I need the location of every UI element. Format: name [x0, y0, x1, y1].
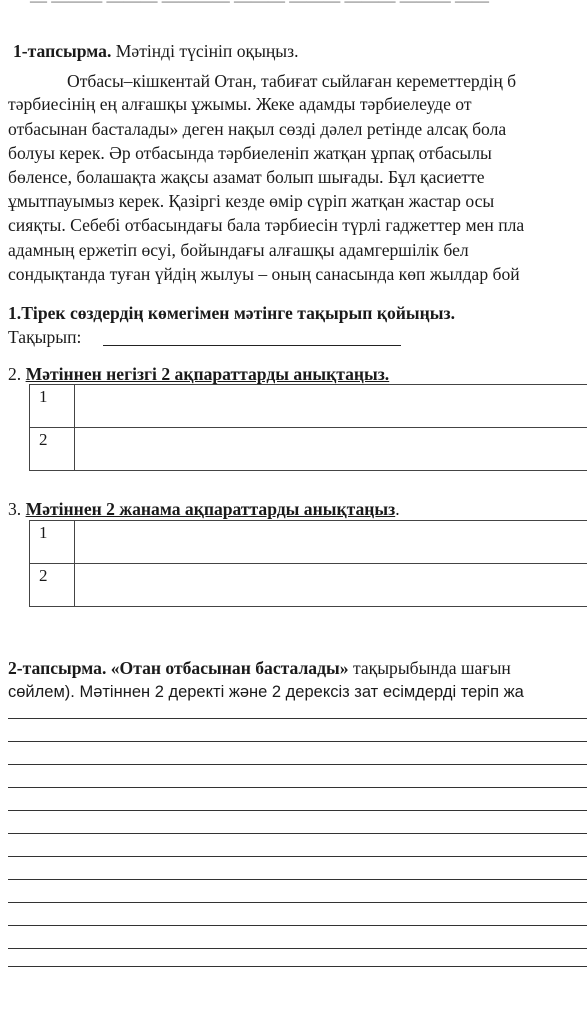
table-row: [30, 428, 587, 471]
topic-answer-line[interactable]: [103, 345, 401, 346]
task2-line2: сөйлем). Мәтіннен 2 деректі және 2 дерексіз зат есімдерді теріп жа: [8, 683, 524, 701]
table-row: [30, 385, 587, 428]
writing-line[interactable]: [8, 879, 587, 880]
question2-title: Мәтіннен негізгі 2 ақпараттарды анықтаңыз.: [25, 364, 390, 384]
writing-line[interactable]: [8, 810, 587, 811]
row-number: 2: [30, 564, 75, 607]
writing-line[interactable]: [8, 833, 587, 834]
task2-number: 2-тапсырма.: [8, 658, 107, 678]
task2-quote: «Отан отбасынан басталады»: [106, 658, 349, 678]
task1-instruction: Мәтінді түсініп оқыңыз.: [111, 41, 299, 61]
paragraph-line: бөленсе, болашақта жақсы азамат болып шығады. Бұл қасиетте: [8, 167, 485, 187]
writing-line[interactable]: [8, 856, 587, 857]
paragraph-line: сондықтанда туған үйдің жылуы – оның санасында көп жылдар бой: [8, 264, 520, 284]
writing-line[interactable]: [8, 966, 587, 967]
task1-number: 1-тапсырма.: [13, 41, 112, 61]
question3-suffix: .: [395, 499, 400, 519]
question3-prefix: 3.: [8, 499, 26, 519]
writing-line[interactable]: [8, 787, 587, 788]
writing-line[interactable]: [8, 764, 587, 765]
paragraph-line: Отбасы–кішкентай Отан, табиғат сыйлаған кереметтердің б: [67, 71, 517, 91]
task1-heading: [13, 40, 298, 62]
task2-text: тақырыбында шағын: [348, 658, 511, 678]
table-row: [30, 521, 587, 564]
answer-cell[interactable]: [75, 521, 587, 564]
header-fragment: — ——— ——— ———— ——— ——— ——— ——— ——: [30, 0, 489, 10]
question2-heading: [8, 363, 389, 385]
paragraph-line: ұмытпауымыз керек. Қазіргі кезде өмір сүріп жатқан жастар осы: [8, 191, 495, 211]
paragraph-line: сияқты. Себебі отбасындағы бала тәрбиесін түрлі гаджеттер мен пла: [8, 215, 525, 235]
task2-heading: [8, 657, 511, 679]
question3-heading: [8, 498, 400, 520]
question3-answer-table: [29, 520, 587, 607]
question2-prefix: 2.: [8, 364, 26, 384]
paragraph-line: отбасынан басталады» деген нақыл сөзді дәлел ретінде алсақ бола: [8, 119, 507, 139]
paragraph-line: тәрбиесінің ең алғашқы ұжымы. Жеке адамды тәрбиелеуде от: [8, 94, 472, 114]
paragraph-line: болуы керек. Әр отбасында тәрбиеленіп жатқан ұрпақ отбасылы: [8, 143, 492, 163]
question1-label: Тақырып:: [8, 327, 82, 347]
writing-line[interactable]: [8, 925, 587, 926]
question2-answer-table: [29, 384, 587, 471]
row-number: 2: [30, 428, 75, 471]
answer-cell[interactable]: [75, 385, 587, 428]
question1-title: 1.Тірек сөздердің көмегімен мәтінге тақырып қойыңыз.: [8, 303, 455, 323]
answer-cell[interactable]: [75, 564, 587, 607]
writing-line[interactable]: [8, 948, 587, 949]
row-number: 1: [30, 385, 75, 428]
writing-line[interactable]: [8, 902, 587, 903]
writing-line[interactable]: [8, 718, 587, 719]
writing-line[interactable]: [8, 741, 587, 742]
answer-cell[interactable]: [75, 428, 587, 471]
question3-title: Мәтіннен 2 жанама ақпараттарды анықтаңыз: [25, 499, 396, 519]
table-row: [30, 564, 587, 607]
row-number: 1: [30, 521, 75, 564]
paragraph-line: адамның ержетіп өсуі, бойындағы алғашқы адамгершілік бел: [8, 240, 469, 260]
